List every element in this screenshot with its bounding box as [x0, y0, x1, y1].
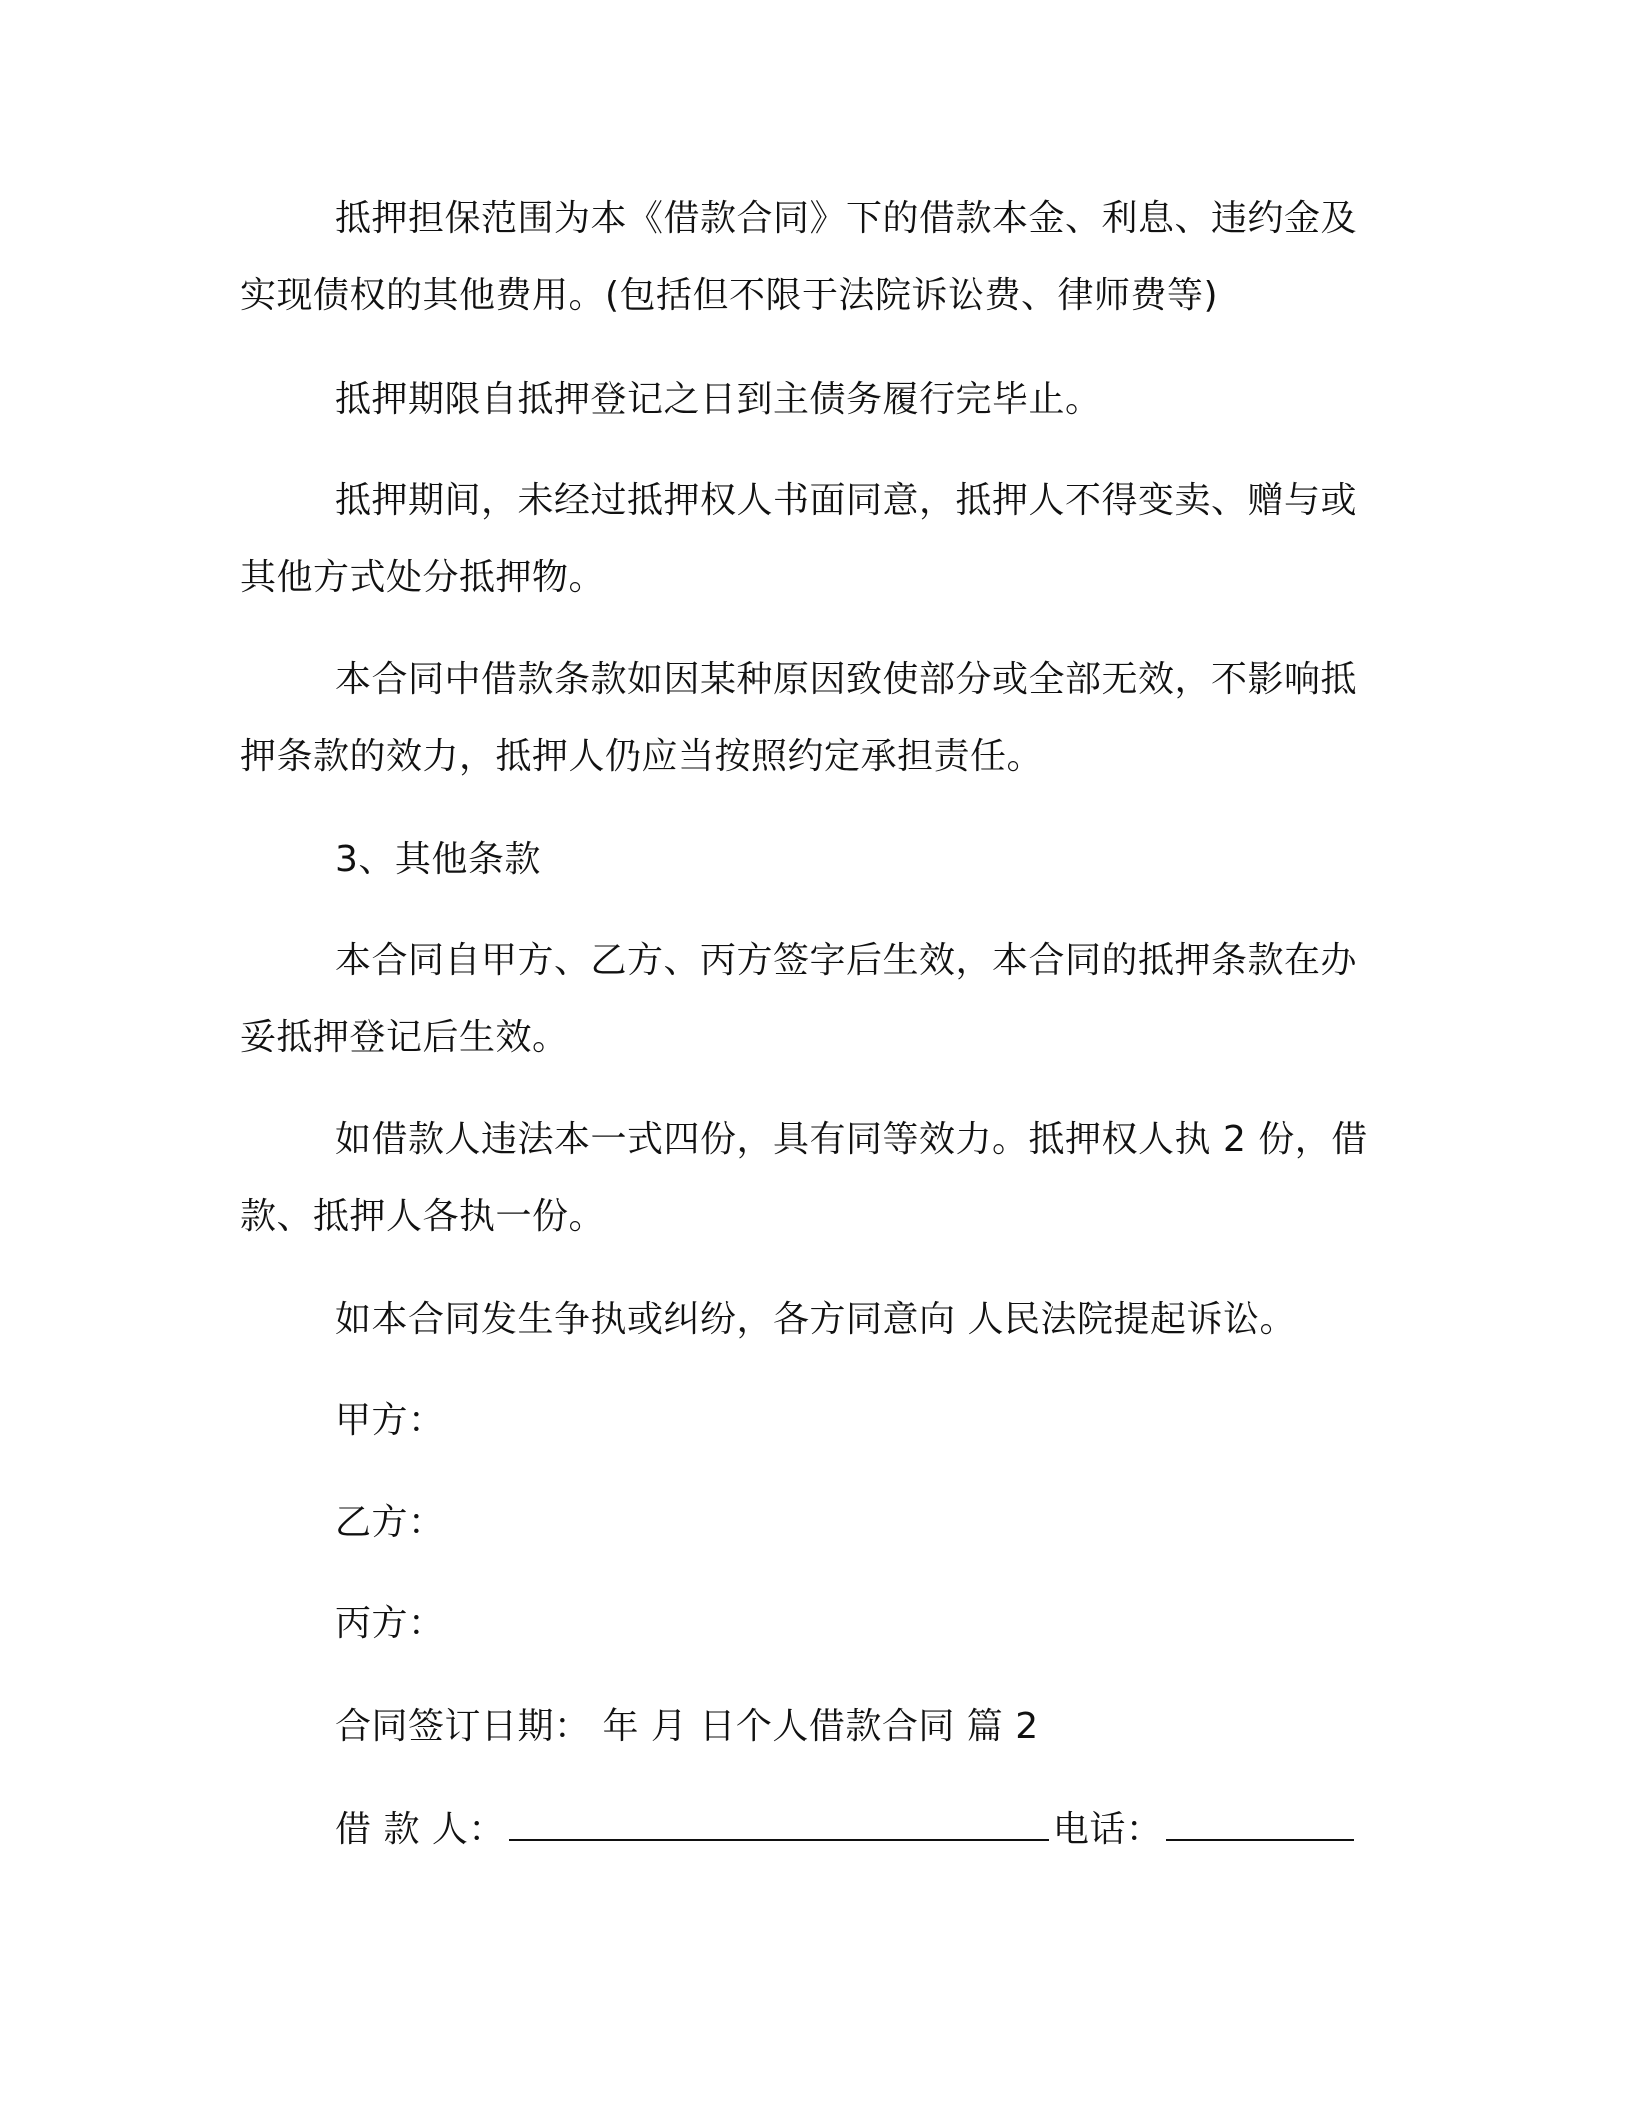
- paragraph-mortgage-scope-line-1: 抵押担保范围为本《借款合同》下的借款本金、利息、违约金及: [335, 198, 1358, 239]
- phone-label: 电话：: [1052, 1809, 1163, 1850]
- phone-blank: [1166, 1803, 1354, 1841]
- party-a-label: 甲方：: [335, 1400, 445, 1441]
- party-b-label: 乙方：: [335, 1502, 445, 1543]
- paragraph-invalidity-line-2: 押条款的效力，抵押人仍应当按照约定承担责任。: [240, 736, 1044, 777]
- paragraph-dispute: 如本合同发生争执或纠纷，各方同意向 人民法院提起诉讼。: [335, 1299, 1296, 1340]
- section-heading-other-terms: 3、其他条款: [335, 839, 541, 880]
- borrower-label: 借 款 人：: [335, 1809, 505, 1850]
- paragraph-effectiveness-line-2: 妥抵押登记后生效。: [240, 1017, 569, 1058]
- borrower-line: [335, 1803, 1358, 1854]
- paragraph-mortgage-scope-line-2: 实现债权的其他费用。(包括但不限于法院诉讼费、律师费等): [240, 275, 1219, 316]
- paragraph-mortgage-restriction-line-2: 其他方式处分抵押物。: [240, 557, 606, 598]
- party-c-label: 丙方：: [335, 1603, 445, 1644]
- borrower-name-blank: [509, 1803, 1049, 1841]
- paragraph-mortgage-term: 抵押期限自抵押登记之日到主债务履行完毕止。: [335, 379, 1102, 420]
- sign-date-line: 合同签订日期： 年 月 日个人借款合同 篇 2: [335, 1706, 1039, 1747]
- paragraph-copies-line-1: 如借款人违法本一式四份，具有同等效力。抵押权人执 2 份，借: [335, 1119, 1368, 1160]
- paragraph-mortgage-restriction-line-1: 抵押期间，未经过抵押权人书面同意，抵押人不得变卖、赠与或: [335, 480, 1358, 521]
- paragraph-invalidity-line-1: 本合同中借款条款如因某种原因致使部分或全部无效，不影响抵: [335, 659, 1358, 700]
- paragraph-copies-line-2: 款、抵押人各执一份。: [240, 1196, 606, 1237]
- paragraph-effectiveness-line-1: 本合同自甲方、乙方、丙方签字后生效，本合同的抵押条款在办: [335, 940, 1358, 981]
